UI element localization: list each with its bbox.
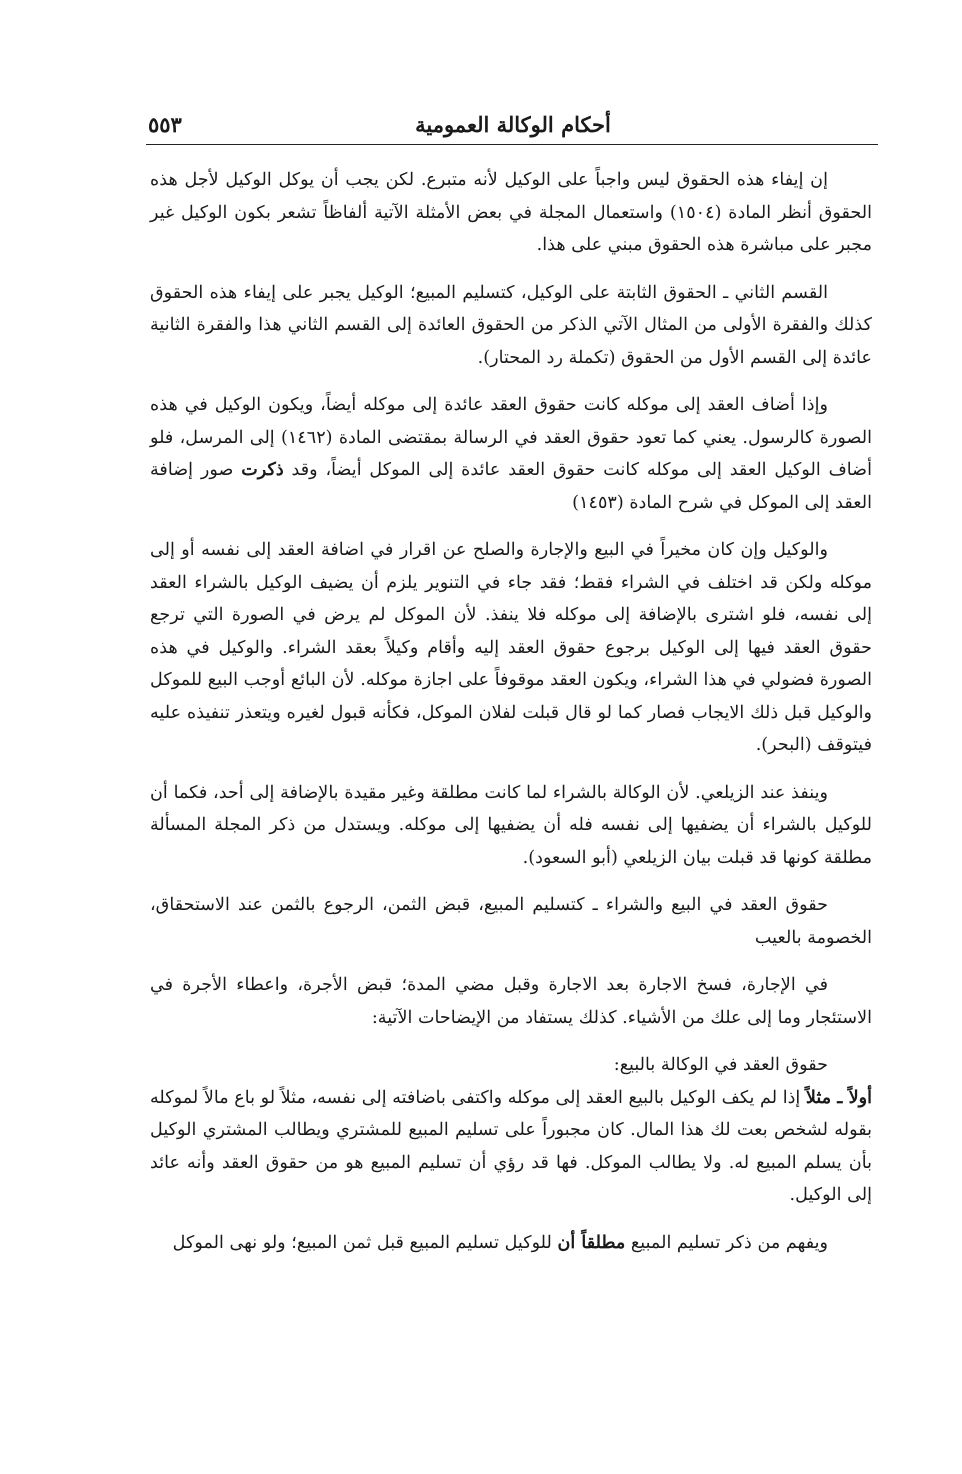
- bold-lead: أولاً ـ مثلاً: [805, 1086, 872, 1108]
- running-title: أحكام الوكالة العمومية: [415, 112, 611, 137]
- page-header: [148, 112, 878, 148]
- body-text: [150, 164, 872, 1274]
- paragraph: في الإجارة، فسخ الاجارة بعد الاجارة وقبل مضي المدة؛ قبض الأجرة، واعطاء الأجرة في الاستئجار وما إلى علك من الأشياء. كذلك يستفاد من الإيضاحات الآتية:: [150, 975, 872, 1028]
- header-rule: [146, 144, 878, 145]
- paragraph-text: صور إضافة العقد إلى الموكل في شرح المادة (١٤٥٣): [150, 460, 872, 513]
- paragraph-text: وإذا أضاف العقد إلى موكله كانت حقوق العقد عائدة إلى موكله أيضاً، ويكون الوكيل في هذه الصورة كالرسول. يعني كما تعود حقوق العقد في الرسالة بمقتضى المادة (١٤٦٢) إلى المرسل، فلو أضاف الوكيل العقد إلى موكله كانت حقوق العقد عائدة إلى الموكل أيضاً، وقد: [150, 395, 872, 480]
- section-heading: حقوق العقد في الوكالة بالبيع:: [613, 1055, 828, 1075]
- paragraph: [150, 1227, 872, 1260]
- paragraph: [150, 389, 872, 519]
- paragraph-text: إذا لم يكف الوكيل بالبيع العقد إلى موكله واكتفى باضافته إلى نفسه، مثلاً لو باع مالاً لموكله بقوله لشخص بعت لك هذا المال. كان مجبوراً على تسليم المبيع للمشتري ويطالب المشتري الوكيل بأن يسلم المبيع له. ولا يطالب الموكل. فها قد رؤي أن تسليم المبيع هو من حقوق العقد وأنه عائد إلى الوكيل.: [150, 1087, 872, 1205]
- paragraph: حقوق العقد في البيع والشراء ـ كتسليم المبيع، قبض الثمن، الرجوع بالثمن عند الاستحقاق، الخصومة بالعيب: [150, 895, 872, 948]
- paragraph-text: للوكيل تسليم المبيع قبل ثمن المبيع؛ ولو نهى الموكل: [172, 1232, 558, 1253]
- paragraph: [150, 1082, 872, 1212]
- paragraph: وينفذ عند الزيلعي. لأن الوكالة بالشراء لما كانت مطلقة وغير مقيدة بالإضافة إلى أحد، فكما أن للوكيل بالشراء أن يضفيها إلى نفسه فله أن يضفيها إلى موكله. ويستدل من ذكر المجلة المسألة مطلقة كونها قد قبلت بيان الزيلعي (أبو السعود).: [150, 782, 872, 868]
- paragraph-text: ويفهم من ذكر تسليم المبيع: [625, 1232, 828, 1253]
- paragraph: إن إيفاء هذه الحقوق ليس واجباً على الوكيل لأنه متبرع. لكن يجب أن يوكل الوكيل لأجل هذه الحقوق أنظر المادة (١٥٠٤) واستعمال المجلة في بعض الأمثلة الآتية ألفاظاً تشعر بكون الوكيل غير مجبر على مباشرة هذه الحقوق مبني على هذا.: [150, 170, 872, 255]
- bold-word: مطلقاً أن: [557, 1231, 626, 1253]
- page-number: ٥٥٣: [148, 112, 182, 137]
- bold-word: ذكرت: [241, 459, 284, 480]
- paragraph: والوكيل وإن كان مخيراً في البيع والإجارة والصلح عن اقرار في اضافة العقد إلى نفسه أو إلى موكله ولكن قد اختلف في الشراء فقط؛ فقد جاء في التنوير يلزم أن يضيف الوكيل بالشراء العقد إلى نفسه، فلو اشترى بالإضافة إلى موكله فلا ينفذ. لأن الموكل لم يرض في الصورة التي ترجع حقوق العقد فيها إلى الوكيل برجوع حقوق العقد إليه وأقام وكيلاً بعقد الشراء. والوكيل في هذه الصورة فضولي في هذا الشراء، ويكون العقد موقوفاً على اجازة موكله. لأن البائع أوجب البيع للموكل والوكيل قبل ذلك الايجاب فصار كما لو قال قبلت لفلان الموكل، فكأنه قبول لغيره ويتعذر تنفيذه عليه فيتوقف (البحر).: [150, 540, 872, 755]
- paragraph: القسم الثاني ـ الحقوق الثابتة على الوكيل، كتسليم المبيع؛ الوكيل يجبر على إيفاء هذه الحقوق كذلك والفقرة الأولى من المثال الآتي الذكر من الحقوق العائدة إلى القسم الثاني هذا والفقرة الثانية عائدة إلى القسم الأول من الحقوق (تكملة رد المحتار).: [150, 282, 872, 368]
